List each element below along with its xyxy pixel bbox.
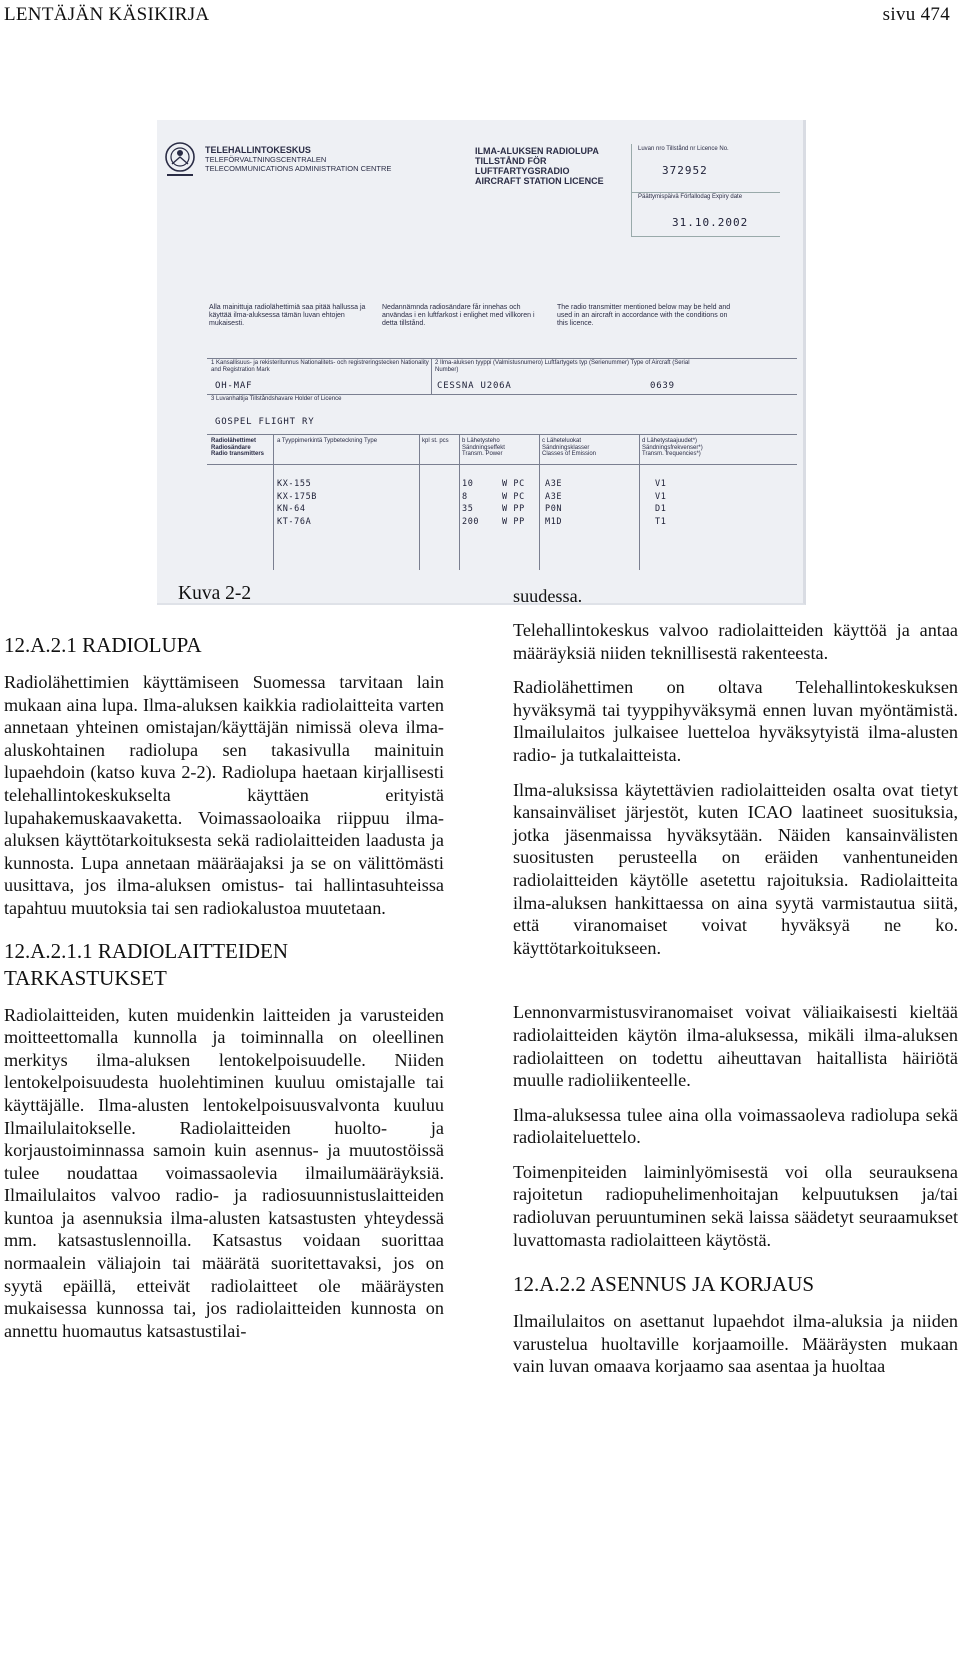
paragraph: Telehallintokeskus valvoo radiolaitteiden käyttöä ja antaa määräyksiä niiden teknillisestä rakenteesta. [513, 620, 958, 663]
section-heading-tarkastukset: 12.A.2.1.1 RADIOLAITTEIDEN TARKASTUKSET [4, 938, 289, 990]
licence-holder: GOSPEL FLIGHT RY [215, 417, 315, 427]
paragraph: Ilma-aluksissa käytettävien radiolaitteiden osalta ovat tietyt kansainväliset järjestöt, kuten ICAO laatineet suosituksia, jotka jäsenmaissa hyväksytään. Näiden kansainvälisten suositusten perusteella on eräiden vanhentuneiden radiolaitteiden käytölle asetettu rajoituksia. Radiolaitteita ilma-aluksen hankittaessa on aina syytä varmistautua siitä, että viranomaiset voivat hyväksyä ne ko. käyttötarkoitukseen. [513, 779, 958, 958]
issuer-name: TELEHALLINTOKESKUS TELEFÖRVALTNINGSCENTRALEN TELECOMMUNICATIONS ADMINISTRATION CENTRE [205, 145, 392, 173]
transmitter-type: KT-76A [277, 516, 312, 527]
statement-sv: Nedannämnda radiosändare får innehas och användas i en luftfarkost i enlighet med villkoren i detta tillstånd. [382, 304, 535, 328]
aircraft-type: CESSNA U206A [437, 381, 512, 391]
page-number: sivu 474 [882, 4, 950, 25]
aircraft-serial: 0639 [650, 381, 675, 391]
transmitter-power: 10 8 35 200 [462, 479, 480, 527]
transmitter-type: KX-155 [277, 479, 312, 489]
paragraph: Ilma-aluksessa tulee aina olla voimassaoleva radiolupa sekä radiolaiteluettelo. [513, 1104, 958, 1148]
transmitter-types [277, 478, 317, 528]
paragraph: Radiolähettimien käyttämiseen Suomessa tarvitaan lain mukaan aina lupa. Ilma-aluksen kaikkia radiolaitteita varten annetaan yhteinen omistajan/käyttäjän nimissä oleva ilma-aluskohtainen radiolupa sen takasivulla mainituin lupaehdoin (katso kuva 2-2). Radiolupa haetaan kirjallisesti telehallintokeskukselta käyttäen erityistä lupahakemuskaavaketta. Voimassaoloaika riippuu ilma-aluksen käyttötarkoituksesta sekä radiolaitteiden laadusta ja kunnosta. Lupa annetaan määräajaksi ja se on välittömästi uusittava, jos ilma-aluksen omistus- tai hallintasuhteissa tapahtuu muutoksia tai sen radiokalustoa muutetaan. [4, 672, 444, 918]
paragraph: Toimenpiteiden laiminlyömisestä voi olla seurauksena rajoitetun radiopuhelimenhoitajan kelpuutuksen ja/tai radioluvan peruuntuminen sekä laissa säädetyt seuraamukset luvattomasta radiolaitteen käytöstä. [513, 1161, 958, 1250]
power-unit: W PC W PC W PP W PP [502, 479, 525, 527]
registration-mark: OH-MAF [215, 381, 253, 391]
paragraph: Radiolähettimen on oltava Telehallintokeskuksen hyväksymä tai tyyppihyväksymä ennen luvan myöntämistä. Ilmailulaitos julkaisee luetteloa hyväksytyistä ilma-alusten radio- ja tutkalaitteista. [513, 677, 958, 765]
figure-caption: Kuva 2-2 [178, 583, 252, 604]
radio-licence-image: TELEHALLINTOKESKUS TELEFÖRVALTNINGSCENTRALEN TELECOMMUNICATIONS ADMINISTRATION CENTRE ILMA-ALUKSEN RADIOLUPA TILLSTÅND FÖR LUFTFARTYGSRADIO AIRCRAFT STATION LICENCE Luvan nro Tillstånd nr Licence No. 372952 Päättymispäivä Förfallodag Expiry date 31.10.2002 Alla mainittuja radiolähettimiä saa pitää hallussa ja käyttää ilma-aluksessa tämän luvan ehtojen mukaisesti. Nedannämnda radiosändare får innehas och användas i en luftfarkost i enlighet med villkoren i detta tillstånd. The radio transmitter mentioned below may be held and used in an aircraft in accordance with the conditions on this licence. 1 Kansallisuus- ja rekisteritunnus Nationalitets- och registreringstecken Nationality and Registration Mark 2 Ilma-aluksen tyyppi (Valmistusnumero) Luftfartygets typ (Serienummer) Type of Aircraft (Serial Number) OH-MAF CESSNA U206A 0639 3 Luvanhaltija Tillståndshavare Holder of Licence GOSPEL FLIGHT RY Radiolähettimet Radiosändare Radio transmitters a Tyyppimerkintä Typbeteckning Type kpl st. pcs b Lähetysteho Sändningseffekt Transm. Power c Läheteluokat Sändningsklasser Classes of Emission d Lähetystaajuudet*) Sändningsfrekvenser*) Transm. frequencies*) KX-155 KX-175B KN-64 KT-76A 10 8 35 200 W PC W PC W PP W PP A3E A3E P0N M1D V1 V1 D1 T1 [157, 120, 806, 605]
transmitter-type: KN-64 [277, 504, 306, 515]
continued-text: suudessa. [513, 586, 583, 606]
licence-number: 372952 [662, 164, 708, 177]
section-heading-radiolupa: 12.A.2.1 RADIOLUPA [4, 633, 202, 657]
section-heading-asennus: 12.A.2.2 ASENNUS JA KORJAUS [513, 1272, 815, 1297]
running-header-title: LENTÄJÄN KÄSIKIRJA [4, 4, 210, 25]
expiry-box: Päättymispäivä Förfallodag Expiry date 31.10.2002 [631, 192, 780, 237]
statement-en: The radio transmitter mentioned below may be held and used in an aircraft in accordance with the conditions on this licence. [557, 304, 731, 328]
paragraph: Radiolaitteiden, kuten muidenkin laitteiden ja varusteiden moitteettomalla kunnolla ja toiminnalla on oleellinen merkitys ilma-aluksen lentokelpoisuudelle. Niiden lentokelpoisuudesta huolehtiminen kuuluu omistajalle tai käyttäjälle. Ilma-alusten lentokelpoisuusvalvonta kuuluu Ilmailulaitokselle. Radiolaitteiden huolto- ja korjaustoiminnassa samoin kuin asennus- ja muutostöissä tulee noudattaa voimassaolevia ilmailumääräyksiä. Ilmailulaitos valvoo radio- ja radiosuunnistuslaitteiden kuntoa ja asennuksia ilma-alusten katsastusten yhteydessä mm. katsastuslennoilla. Katsastus voidaan suorittaa normaalein väliajoin tai määrätä suoritettavaksi, jos on syytä epäillä, etteivät radiolaitteet ole määräysten mukaisessa kunnossa tai, jos radiolaitteiden kunnosta on annettu huomautus katsastustilai- [4, 1004, 444, 1341]
licence-number-box: Luvan nro Tillstånd nr Licence No. 372952 [631, 144, 780, 193]
right-column [513, 586, 958, 1390]
emission-classes: A3E A3E P0N M1D [545, 479, 563, 527]
licence-title: ILMA-ALUKSEN RADIOLUPA TILLSTÅND FÖR LUFTFARTYGSRADIO AIRCRAFT STATION LICENCE [475, 146, 604, 186]
form-divider [207, 358, 797, 359]
statement-fi: Alla mainittuja radiolähettimiä saa pitää hallussa ja käyttää ilma-aluksessa tämän luvan ehtojen mukaisesti. [209, 304, 366, 328]
left-column [4, 632, 444, 1354]
paragraph: Lennonvarmistusviranomaiset voivat väliaikaisesti kieltää radiolaitteiden käytön ilma-aluksessa, mikäli ilma-aluksen radiolaitteen on todettu aiheuttavan haitallista häiriötä muulle radioliikenteelle. [513, 1002, 958, 1091]
expiry-date: 31.10.2002 [672, 216, 749, 229]
transmitter-type: KX-175B [277, 491, 318, 502]
telehallintokeskus-logo-icon [163, 140, 197, 180]
paragraph: Ilmailulaitos on asettanut lupaehdot ilma-aluksia ja niiden varustelua huoltaville korjaamoille. Määräysten mukaan vain luvan omaava korjaamo saa asentaa ja huoltaa [513, 1311, 958, 1377]
transmit-frequencies: V1 V1 D1 T1 [655, 479, 667, 527]
